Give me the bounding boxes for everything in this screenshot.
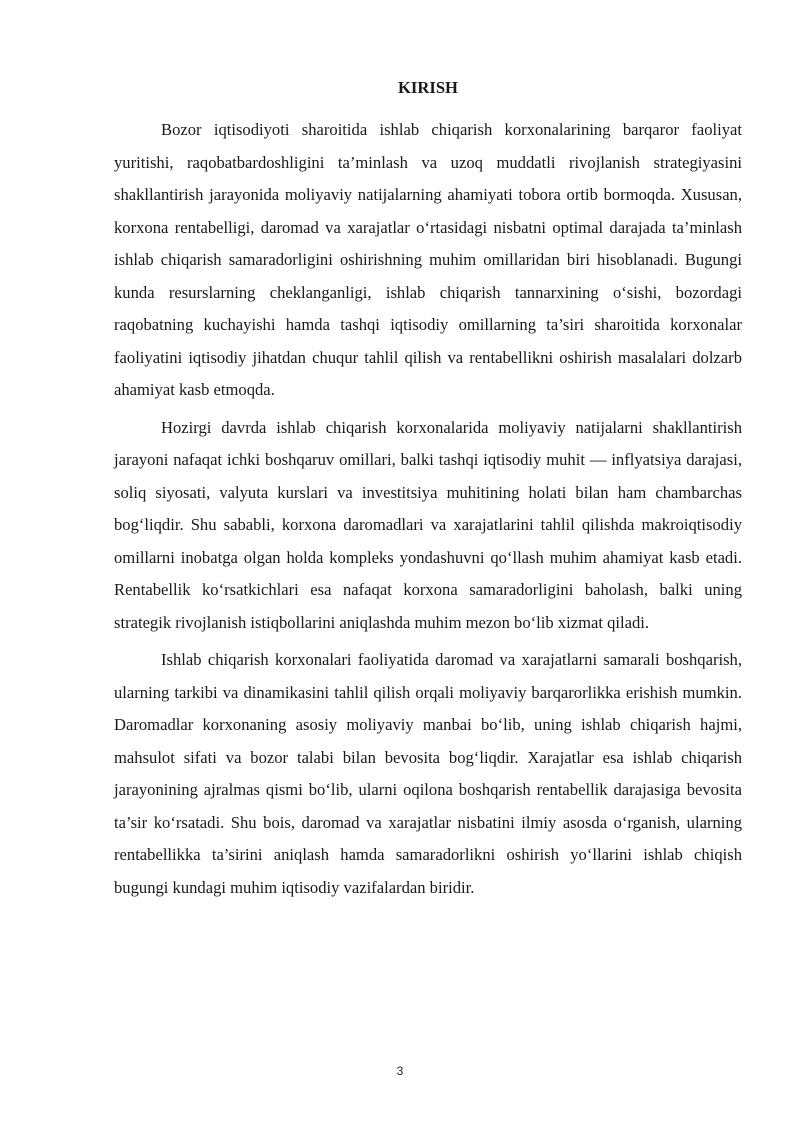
page-number: 3 — [396, 1064, 404, 1078]
section-heading: KIRISH — [398, 78, 458, 97]
document-body — [114, 72, 742, 909]
paragraph-2: Hozirgi davrda ishlab chiqarish korxonalarida moliyaviy natijalarni shakllantirish jarayoni nafaqat ichki boshqaruv omillari, balki tashqi iqtisodiy muhit — inflyatsiya darajasi, soliq siyosati, valyuta kurslari va investitsiya muhitining holati bilan ham chambarchas bog‘liqdir. Shu sababli, korxona daromadlari va xarajatlarini tahlil qilishda makroiqtisodiy omillarni inobatga olgan holda kompleks yondashuvni qo‘llash muhim ahamiyat kasb etadi. Rentabellik ko‘rsatkichlari esa nafaqat korxona samaradorligini baholash, balki uning strategik rivojlanish istiqbollarini aniqlashda muhim mezon bo‘lib xizmat qiladi. — [114, 417, 742, 632]
paragraph-1: Bozor iqtisodiyoti sharoitida ishlab chiqarish korxonalarining barqaror faoliyat yuritishi, raqobatbardoshligini ta’minlash va uzoq muddatli rivojlanish strategiyasini shakllantirish jarayonida moliyaviy natijalarning ahamiyati tobora ortib bormoqda. Xususan, korxona rentabelligi, daromad va xarajatlar o‘rtasidagi nisbatni optimal darajada ta’minlash ishlab chiqarish samaradorligini oshirishning muhim omillaridan biri hisoblanadi. Bugungi kunda resurslarning cheklanganligi, ishlab chiqarish tannarxining o‘sishi, bozordagi raqobatning kuchayishi hamda tashqi iqtisodiy omillarning ta’siri sharoitida korxonalar faoliyatini iqtisodiy jihatdan chuqur tahlil qilish va rentabellikni oshirish masalalari dolzarb ahamiyat kasb etmoqda. — [114, 120, 742, 399]
paragraph-3: Ishlab chiqarish korxonalari faoliyatida daromad va xarajatlarni samarali boshqarish, ularning tarkibi va dinamikasini tahlil qilish orqali moliyaviy barqarorlikka erishish mumkin. Daromadlar korxonaning asosiy moliyaviy manbai bo‘lib, uning ishlab chiqarish hajmi, mahsulot sifati va bozor talabi bilan bevosita bog‘liqdir. Xarajatlar esa ishlab chiqarish jarayonining ajralmas qismi bo‘lib, ularni oqilona boshqarish rentabellik darajasiga bevosita ta’sir ko‘rsatadi. Shu bois, daromad va xarajatlar nisbatini ilmiy asosda o‘rganish, ularning rentabellikka ta’sirini aniqlash hamda samaradorlikni oshirish yo‘llarini ishlab chiqish bugungi kundagi muhim iqtisodiy vazifalardan biridir. — [114, 650, 742, 897]
